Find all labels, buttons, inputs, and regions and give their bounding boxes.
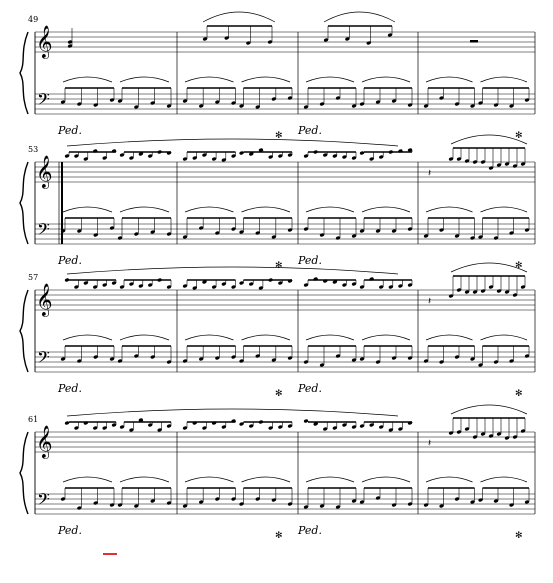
measure-number: 49 xyxy=(28,15,39,24)
pedal-release-mark: ✻ xyxy=(515,131,523,141)
system xyxy=(20,263,535,399)
pedal-mark: Ped. xyxy=(58,382,82,395)
pedal-release-mark: ✻ xyxy=(275,531,283,541)
bass-slur xyxy=(242,77,291,82)
bass-staff xyxy=(35,352,535,372)
treble-clef: 𝄞 xyxy=(36,283,53,316)
bass-slur xyxy=(481,207,528,212)
pedal-release-mark: ✻ xyxy=(275,261,283,271)
bass-slur xyxy=(362,477,410,482)
treble-staff xyxy=(35,290,535,310)
bass-slur xyxy=(481,477,528,482)
bass-slur xyxy=(120,335,169,340)
measure-number: 61 xyxy=(28,415,39,424)
bass-slur xyxy=(306,477,354,482)
measure-number: 57 xyxy=(28,273,39,282)
bass-slur xyxy=(185,77,234,82)
phrase-slur xyxy=(67,267,398,274)
bass-clef: 𝄢 xyxy=(37,347,50,371)
bass-slur xyxy=(242,335,291,340)
run-slur xyxy=(451,405,527,414)
systems-layer xyxy=(20,12,535,541)
treble-staff xyxy=(35,32,535,52)
bass-slur xyxy=(120,207,169,212)
red-underline-mark xyxy=(103,553,117,555)
bass-slur xyxy=(120,477,169,482)
bass-slur xyxy=(306,207,354,212)
bass-slur xyxy=(426,335,473,340)
bass-clef: 𝄢 xyxy=(37,489,50,513)
bass-slur xyxy=(242,207,291,212)
bass-slur xyxy=(362,335,410,340)
bass-slur xyxy=(120,77,169,82)
treble-staff xyxy=(35,162,535,182)
treble-clef: 𝄞 xyxy=(36,25,53,58)
bass-slur xyxy=(426,477,473,482)
phrase-slur xyxy=(67,409,398,416)
bass-slur xyxy=(63,77,112,82)
bass-slur xyxy=(185,477,234,482)
phrase-slur xyxy=(203,12,275,22)
bass-staff xyxy=(35,94,535,114)
pedal-mark: Ped. xyxy=(298,254,322,267)
bass-slur xyxy=(426,207,473,212)
pedal-mark: Ped. xyxy=(298,382,322,395)
pedal-release-mark: ✻ xyxy=(275,131,283,141)
bass-clef: 𝄢 xyxy=(37,219,50,243)
bass-slur xyxy=(362,77,410,82)
pedal-mark: Ped. xyxy=(298,524,322,537)
whole-rest xyxy=(470,40,478,43)
pedal-release-mark: ✻ xyxy=(515,261,523,271)
grand-staff-brace xyxy=(20,162,28,244)
quarter-rest: 𝄽 xyxy=(428,168,432,179)
bass-clef: 𝄢 xyxy=(37,89,50,113)
phrase-slur xyxy=(67,139,398,146)
pedal-mark: Ped. xyxy=(58,254,82,267)
bass-slur xyxy=(362,207,410,212)
pedal-mark: Ped. xyxy=(58,124,82,137)
bass-slur xyxy=(185,335,234,340)
grand-staff-brace xyxy=(20,32,28,114)
bass-slur xyxy=(63,477,112,482)
treble-clef: 𝄞 xyxy=(36,155,53,188)
quarter-rest: 𝄽 xyxy=(428,296,432,307)
treble-staff xyxy=(35,432,535,452)
bass-slur xyxy=(426,77,473,82)
bass-staff xyxy=(35,494,535,514)
pedal-release-mark: ✻ xyxy=(275,389,283,399)
bass-slur xyxy=(306,335,354,340)
pedal-release-mark: ✻ xyxy=(515,531,523,541)
treble-clef: 𝄞 xyxy=(36,425,53,458)
system xyxy=(20,405,535,541)
pedal-release-mark: ✻ xyxy=(515,389,523,399)
pedal-mark: Ped. xyxy=(298,124,322,137)
bass-slur xyxy=(185,207,234,212)
bass-staff xyxy=(35,224,535,244)
bass-slur xyxy=(306,77,354,82)
system xyxy=(20,12,535,141)
note-head xyxy=(64,278,69,283)
grand-staff-brace xyxy=(20,432,28,514)
phrase-slur xyxy=(324,12,395,22)
quarter-rest: 𝄽 xyxy=(428,438,432,449)
bass-slur xyxy=(63,207,112,212)
bass-slur xyxy=(63,335,112,340)
bass-slur xyxy=(481,77,528,82)
grand-staff-brace xyxy=(20,290,28,372)
bass-slur xyxy=(481,335,528,340)
system xyxy=(20,135,535,271)
bass-slur xyxy=(242,477,291,482)
measure-number: 53 xyxy=(28,145,39,154)
pedal-mark: Ped. xyxy=(58,524,82,537)
